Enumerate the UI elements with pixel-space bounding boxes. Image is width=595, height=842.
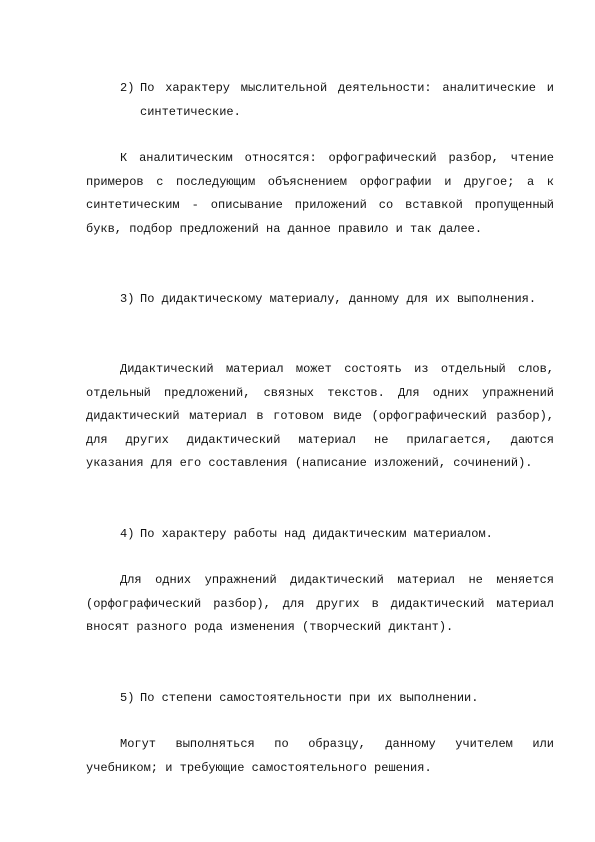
- list-text: По дидактическому материалу, данному для их выполнения.: [140, 292, 537, 306]
- list-item-2: [120, 77, 554, 124]
- paragraph: Для одних упражнений дидактический материал не меняется (орфографический разбор), для других в дидактический материал вносят разного рода изменения (творческий диктант).: [86, 573, 554, 634]
- paragraph: Могут выполняться по образцу, данному учителем или учебником; и требующие самостоятельного решения.: [86, 737, 554, 775]
- list-number: 2): [120, 81, 135, 95]
- list-item-3: [120, 288, 554, 312]
- paragraph: Дидактический материал может состоять из отдельный слов, отдельный предложений, связных текстов. Для одних упражнений дидактический материал в готовом виде (орфографический разбор), для других дидактический материал не прилагается, даются указания для его составления (написание изложений, сочинений).: [86, 362, 554, 470]
- list-text: По степени самостоятельности при их выполнении.: [140, 691, 479, 705]
- list-number: 4): [120, 527, 135, 541]
- list-text: По характеру мыслительной деятельности: аналитические и синтетические.: [140, 81, 554, 119]
- list-number: 5): [120, 691, 135, 705]
- paragraph: К аналитическим относятся: орфографический разбор, чтение примеров с последующим объяснением орфографии и другое; а к синтетическим - описывание приложений со вставкой пропущенный букв, подбор предложений на данное правило и так далее.: [86, 151, 554, 236]
- list-item-5: [120, 687, 554, 711]
- list-number: 3): [120, 292, 135, 306]
- list-text: По характеру работы над дидактическим материалом.: [140, 527, 493, 541]
- list-item-4: [120, 523, 554, 547]
